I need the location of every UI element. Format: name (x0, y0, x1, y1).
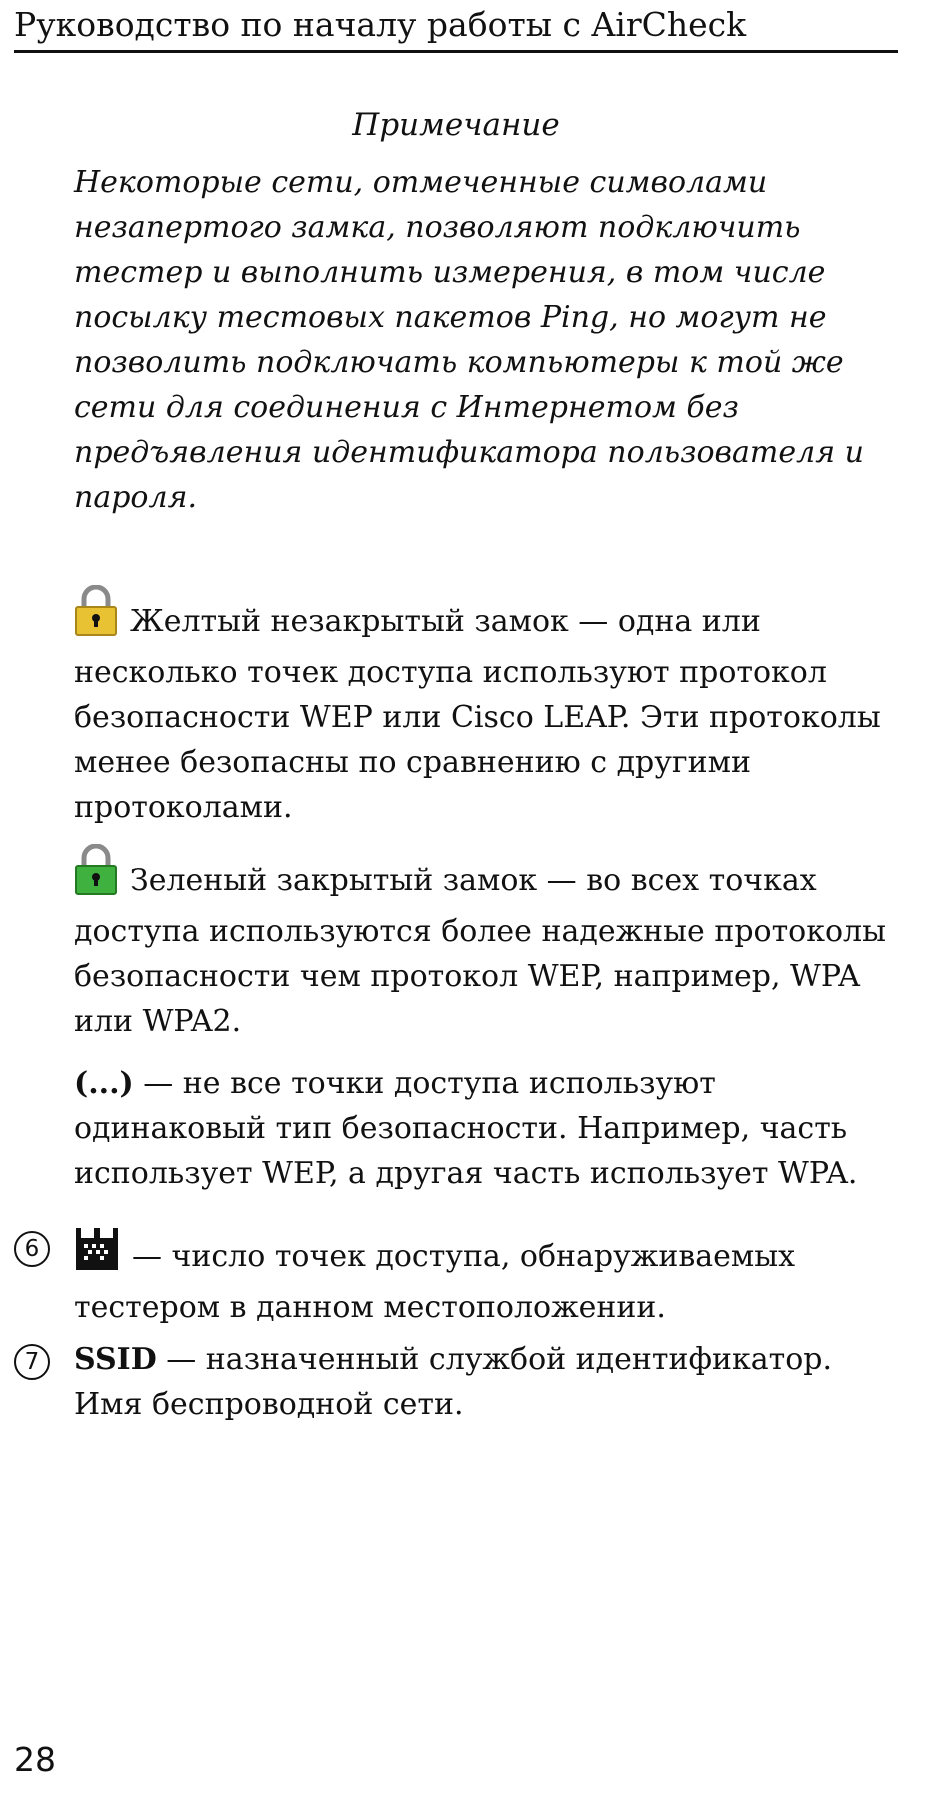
green-lock-text: Зеленый закрытый замок — во всех точках доступа используются более надежные протоколы безопасности чем протокол WEP, например, WPA или WPA2. (74, 863, 886, 1039)
page-number: 28 (14, 1740, 56, 1779)
green-lock-description (74, 844, 904, 1044)
yellow-unlocked-padlock-icon (74, 585, 118, 650)
running-header (14, 0, 898, 53)
mixed-security-description (74, 1061, 904, 1196)
callout-6: 6 (14, 1231, 50, 1267)
yellow-lock-text: Желтый незакрытый замок — одна или несколько точек доступа используют протокол безопасности WEP или Cisco LEAP. Эти протоколы менее безопасны по сравнению с другими протоколами. (74, 604, 881, 825)
access-point-icon (74, 1226, 120, 1285)
note-title: Примечание (352, 107, 560, 143)
ssid-description (74, 1337, 904, 1427)
yellow-lock-description (74, 585, 904, 830)
green-locked-padlock-icon (74, 844, 118, 909)
note-body: Некоторые сети, отмеченные символами незапертого замка, позволяют подключить тестер и выполнить измерения, в том числе посылку тестовых пакетов Ping, но могут не позволить подключать компьютеры к той же сети для соединения с Интернетом без предъявления идентификатора пользователя и пароля. (74, 165, 864, 515)
ssid-text: — назначенный службой идентификатор. Имя беспроводной сети. (74, 1342, 832, 1422)
ssid-term: SSID (74, 1342, 157, 1377)
callout-7: 7 (14, 1344, 50, 1380)
access-points-text: — число точек доступа, обнаруживаемых тестером в данном местоположении. (74, 1239, 796, 1325)
access-points-description (74, 1226, 904, 1330)
running-header-title: Руководство по началу работы с AirCheck (14, 5, 747, 44)
mixed-security-text: — не все точки доступа используют одинаковый тип безопасности. Например, часть использует WEP, а другая часть использует WPA. (74, 1066, 858, 1191)
mixed-security-term: (...) (74, 1066, 134, 1101)
